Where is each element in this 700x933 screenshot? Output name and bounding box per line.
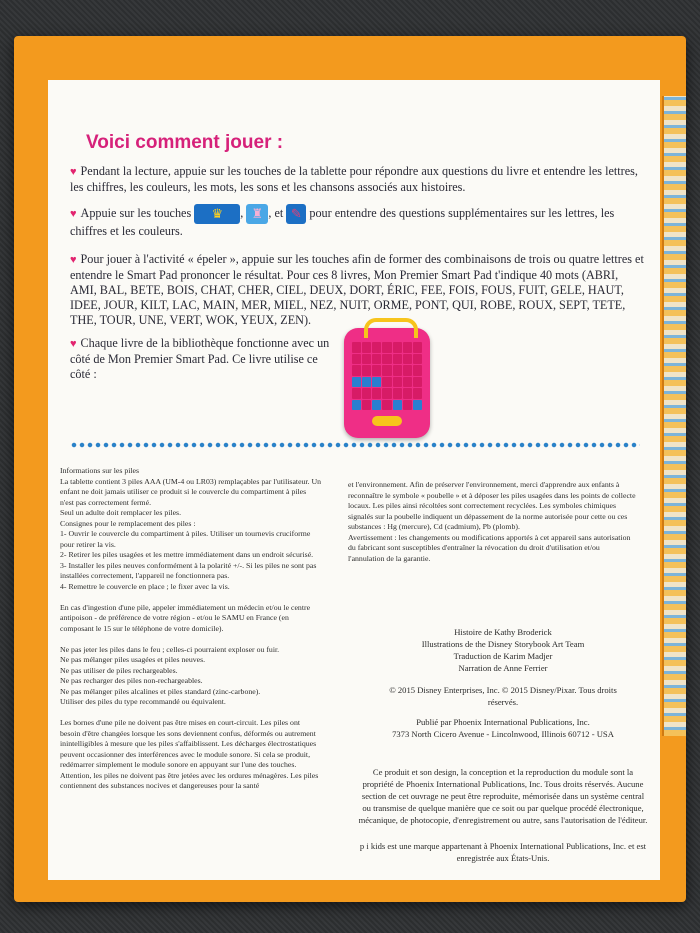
legal-notice: Ce produit et son design, la conception et la reproduction du module sont la propriété de Phoenix International Publications, Inc. Tous droits réservés. Aucune section de cet ouvrage ne peut être reproduite, mémorisée dans un système central ou transmise de quelque manière que ce soit ou par quelque procédé électronique, mécanique, de photocopie, d'enregistrement ou autre, sans l'autorisation de l'éditeur.	[358, 767, 648, 825]
heart-icon: ♥	[70, 338, 77, 350]
instruction-2: ♥ Appuie sur les touches ♛ , ♜ , et ✎ pour entendre des questions supplémentaires sur les lettres, les chiffres et les couleurs.	[70, 205, 615, 238]
pad-handle	[364, 318, 418, 338]
instruction-4: ♥ Chaque livre de la bibliothèque fonctionne avec un côté de Mon Premier Smart Pad. Ce livre utilise ce côté :	[70, 336, 330, 381]
instruction-3: ♥ Pour jouer à l'activité « épeler », appuie sur les touches afin de former des combinaisons de trois ou quatre lettres et entendre le Smart Pad prononcer le résultat. Pour ces 8 livres, Mon Premier Smart Pad t'indique 40 mots (ABRI, AMI, BAL, BETE, BOIS, CHAT, CHER, CIEL, DEUX, DORT, ÉRIC, FEE, FOIS, FOUS, FUIT, GELE, HAUT, IDEE, JOUR, KILT, LAC, MAIN, MER, MIEL, NEZ, NUIT, ORME, PONT, QUI, ROBE, ROUX, SEPT, TETE, THE, TOUR, UNE, VERT, WOK, YEUX, ZEN).	[70, 252, 644, 327]
environment-column: et l'environnement. Afin de préserver l'environnement, merci d'apprendre aux enfants à reconnaître le symbole « poubelle » et à déposer les piles usagées dans les points de collecte locaux. Les piles ainsi récoltées sont correctement recyclées. Les symboles chimiques signalés sur la poubelle indiquent un dépassement de la norme autorisée pour cette ou ces substances : Hg (mercure), Cd (cadmium), Pb (plomb). Avertissement : les changements ou modifications apportés à cet appareil sans autorisation du fabricant sont susceptibles d'entraîner la révocation du droit d'utilisation et/ou l'annulation de la garantie.	[348, 480, 636, 563]
pen-key-icon: ✎	[286, 204, 306, 224]
battery-info-title: Informations sur les piles	[60, 466, 140, 475]
pad-keyboard	[352, 342, 422, 410]
book-back-cover	[14, 36, 686, 902]
heart-icon: ♥	[70, 207, 77, 220]
publisher-block: Publié par Phoenix International Publications, Inc. 7373 North Cicero Avenue - Lincolnwood, Illinois 60712 - USA	[392, 717, 614, 739]
instruction-page	[48, 80, 660, 880]
credits-block: Histoire de Kathy Broderick Illustrations de the Disney Storybook Art Team Traduction de Karim Madjer Narration de Anne Ferrier	[421, 627, 585, 673]
smart-pad-image	[344, 328, 430, 438]
page-title: Voici comment jouer :	[86, 132, 284, 153]
copyright-line: © 2015 Disney Enterprises, Inc. © 2015 Disney/Pixar. Tous droits réservés.	[389, 685, 617, 707]
replacement-title: Consignes pour le remplacement des piles :	[60, 518, 196, 528]
battery-info-column: Informations sur les piles La tablette contient 3 piles AAA (UM-4 ou LR03) remplaçables par l'utilisateur. Un enfant ne doit jamais utiliser ce produit si le couvercle du compartiment à piles n'est pas correctement fermé. Seul un adulte doit remplacer les piles. Consignes pour le remplacement des piles : 1- Ouvrir le couvercle du compartiment à piles. Utiliser un tournevis cruciforme pour retirer la vis. 2- Retirer les piles usagées et les mettre immédiatement dans un endroit sécurisé. 3- Installer les piles neuves conformément à la polarité +/-. Si les piles ne sont pas installées correctement, l'appareil ne fonctionnera pas. 4- Remettre le couvercle en place ; le fixer avec la vis. En cas d'ingestion d'une pile, appeler immédiatement un médecin et/ou le centre antipoison - de préférence de votre région - et/ou le SAMU en France (en composant le 15 sur le téléphone de votre domicile). Ne pas jeter les piles dans le feu ; celles-ci pourraient exploser ou fuir. Ne pas mélanger piles usagées et piles neuves. Ne pas utiliser de piles rechargeables. Ne pas recharger des piles non-rechargeables. Ne pas mélanger piles alcalines et piles standard (zinc-carbone). Utiliser des piles du type recommandé ou équivalent. Les bornes d'une pile ne doivent pas être mises en court-circuit. Les piles ont besoin d'être changées lorsque les sons deviennent confus, déformés ou autrement inintelligibles à mesure que les piles s'affaiblissent. Les décharges électrostatiques peuvent occasionner des interférences avec le module sonore. Si cela se produit, redémarrer simplement le module sonore en appuyant sur l'une des touches. Attention, les piles ne doivent pas être jetées avec les ordures ménagères. Les piles contiennent des substances nocives et dangereuses pour la santé	[60, 466, 322, 790]
trademark-notice: p i kids est une marque appartenant à Phoenix International Publications, Inc. et est enregistrée aux États-Unis.	[359, 841, 647, 863]
heart-icon: ♥	[70, 254, 77, 266]
dotted-divider	[70, 442, 640, 448]
instruction-1: ♥ Pendant la lecture, appuie sur les touches de la tablette pour répondre aux questions du livre et entendre les lettres, les chiffres, les couleurs, les mots, les sons et les chansons associés aux histoires.	[70, 164, 638, 194]
book-page-edges	[662, 96, 686, 736]
heart-icon: ♥	[70, 166, 77, 178]
crown-key-icon: ♛	[194, 204, 240, 224]
castle-key-icon: ♜	[246, 204, 268, 224]
pad-logo	[372, 416, 402, 426]
